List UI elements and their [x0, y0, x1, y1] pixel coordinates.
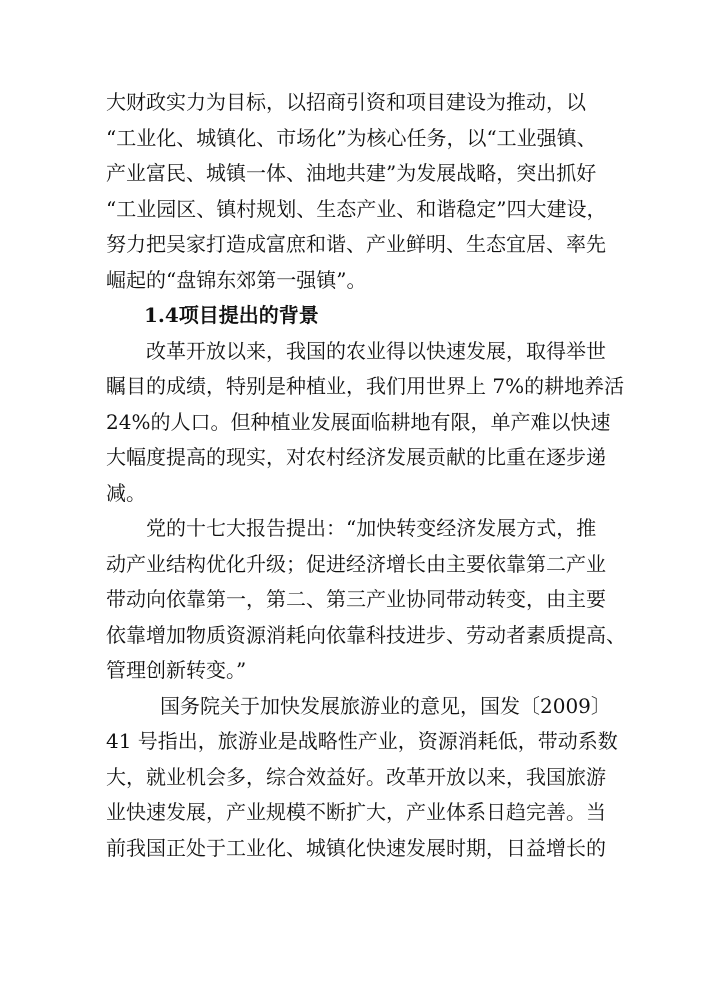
text-line: “工业化、城镇化、市场化”为核心任务，以“工业强镇、	[106, 125, 597, 150]
text-line: 大，就业机会多，综合效益好。改革开放以来，我国旅游	[106, 764, 606, 789]
body-text	[106, 85, 626, 866]
text-line: 减。	[106, 480, 146, 505]
text-line: 崛起的“盘锦东郊第一强镇”。	[106, 267, 367, 292]
text-line: 国务院关于加快发展旅游业的意见，国发〔2009〕	[160, 693, 611, 718]
paragraph-goals	[106, 85, 607, 298]
text-line: 业快速发展，产业规模不断扩大，产业体系日趋完善。当	[106, 800, 606, 824]
paragraph-congress-report	[106, 511, 626, 689]
text-line: 瞩目的成绩，特别是种植业，我们用世界上 7%的耕地养活	[106, 374, 625, 398]
text-line: 带动向依靠第一，第二、第三产业协同带动转变，由主要	[106, 587, 606, 611]
section-heading: 1.4项目提出的背景	[144, 303, 319, 327]
text-line: “工业园区、镇村规划、生态产业、和谐稳定”四大建设，	[106, 196, 607, 221]
text-line: 41 号指出，旅游业是战略性产业，资源消耗低，带动系数	[106, 729, 618, 753]
text-line: 管理创新转变。”	[106, 658, 247, 682]
text-line: 大幅度提高的现实，对农村经济发展贡献的比重在逐步递	[106, 445, 606, 469]
paragraph-tourism	[106, 689, 618, 867]
text-line: 产业富民、城镇一体、油地共建”为发展战略，突出抓好	[106, 161, 597, 185]
paragraph-agriculture	[106, 334, 625, 512]
text-line: 24%的人口。但种植业发展面临耕地有限，单产难以快速	[106, 409, 611, 434]
text-line: 依靠增加物质资源消耗向依靠科技进步、劳动者素质提高、	[106, 622, 626, 647]
text-line: 动产业结构优化升级；促进经济增长由主要依靠第二产业	[106, 551, 606, 576]
text-line: 大财政实力为目标，以招商引资和项目建设为推动，以	[106, 90, 586, 114]
text-line: 党的十七大报告提出：“加快转变经济发展方式，推	[146, 516, 597, 540]
text-line: 努力把吴家打造成富庶和谐、产业鲜明、生态宜居、率先	[106, 232, 606, 256]
text-line: 改革开放以来，我国的农业得以快速发展，取得举世	[146, 338, 606, 363]
text-line: 前我国正处于工业化、城镇化快速发展时期，日益增长的	[106, 835, 606, 860]
